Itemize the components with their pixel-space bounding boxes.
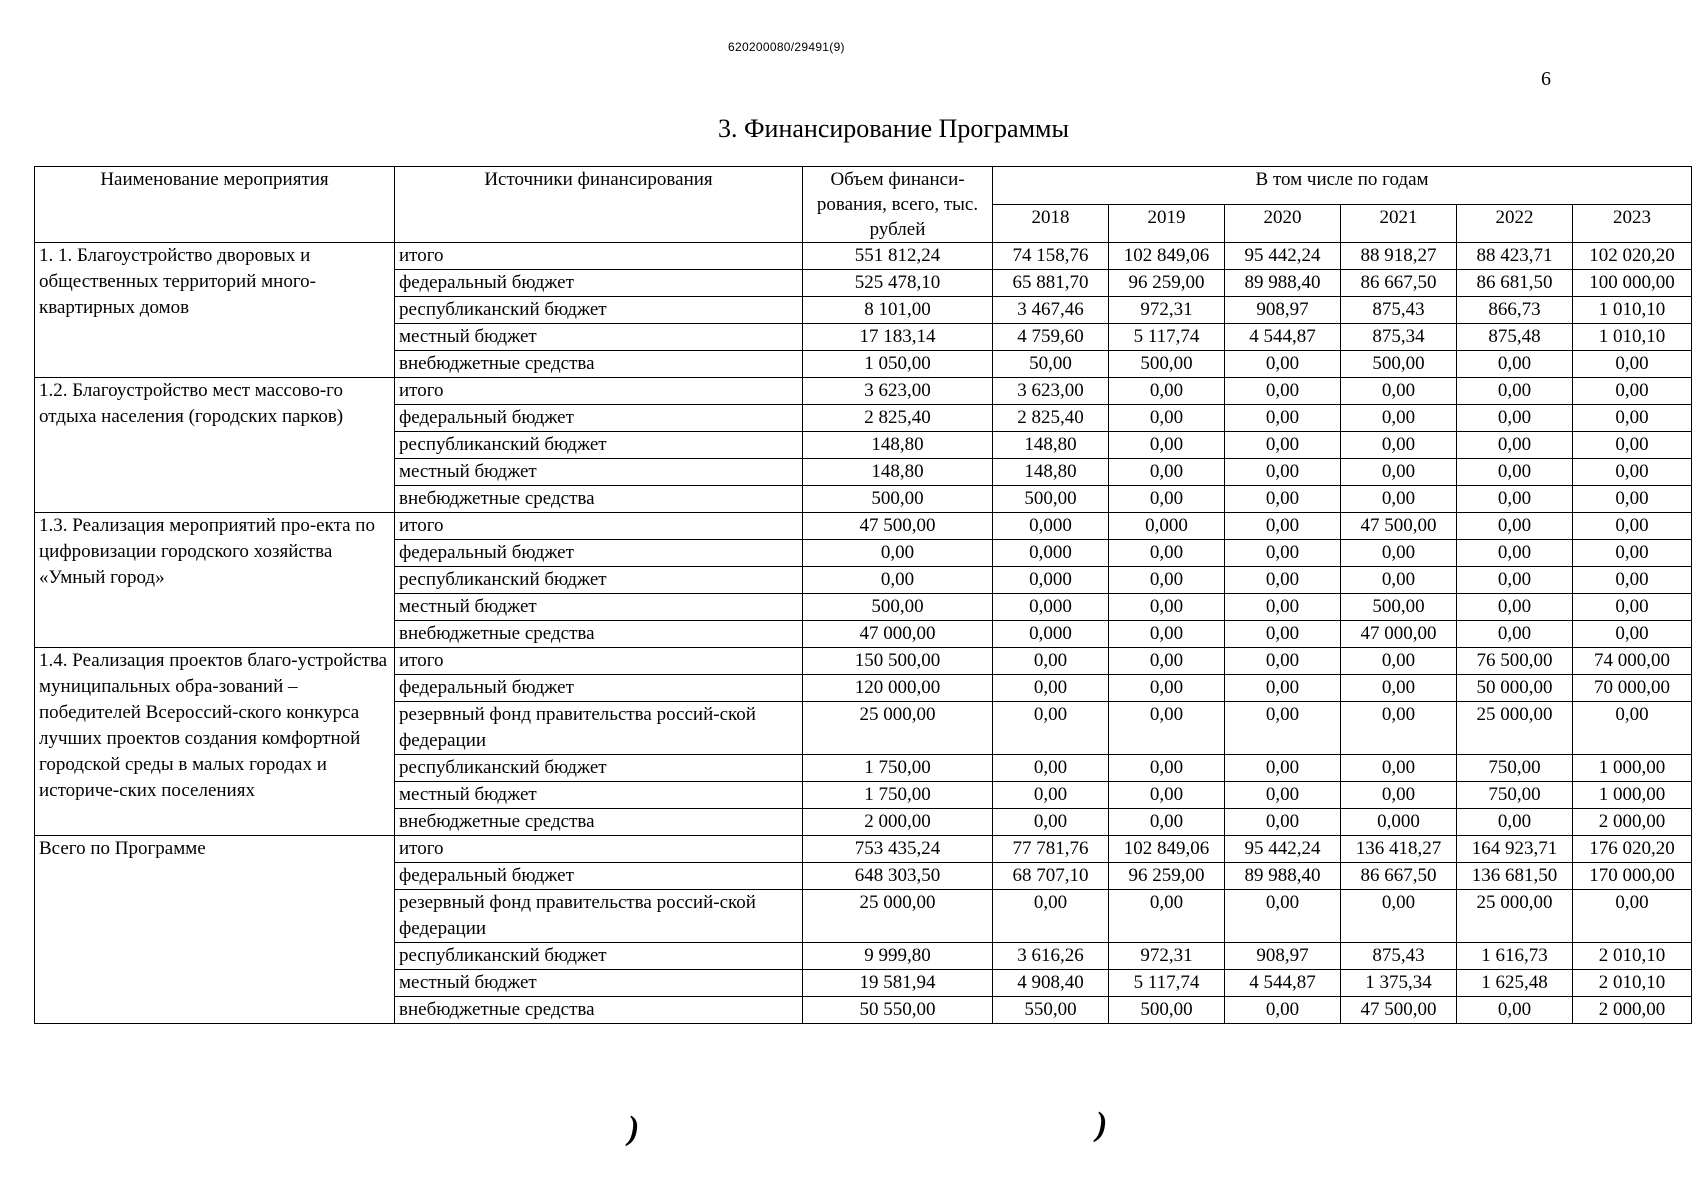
table-header	[35, 167, 1692, 243]
year-amount: 908,97	[1225, 943, 1341, 970]
total-amount: 2 000,00	[803, 809, 993, 836]
year-amount: 148,80	[993, 459, 1109, 486]
year-amount: 500,00	[1109, 997, 1225, 1024]
year-amount: 866,73	[1457, 297, 1573, 324]
funding-source: республиканский бюджет	[395, 755, 803, 782]
table-row	[35, 243, 1692, 270]
year-amount: 47 500,00	[1341, 513, 1457, 540]
year-amount: 3 623,00	[993, 378, 1109, 405]
total-amount: 150 500,00	[803, 648, 993, 675]
year-amount: 0,00	[1109, 540, 1225, 567]
year-amount: 0,00	[1457, 540, 1573, 567]
year-amount: 47 000,00	[1341, 621, 1457, 648]
year-amount: 86 681,50	[1457, 270, 1573, 297]
total-amount: 25 000,00	[803, 702, 993, 755]
year-amount: 136 418,27	[1341, 836, 1457, 863]
year-amount: 176 020,20	[1573, 836, 1692, 863]
year-amount: 77 781,76	[993, 836, 1109, 863]
year-amount: 0,00	[1457, 621, 1573, 648]
funding-source: внебюджетные средства	[395, 621, 803, 648]
measure-name: 1.2. Благоустройство мест массово-го отдыха населения (городских парков)	[35, 378, 395, 513]
financing-table	[34, 166, 1692, 1024]
year-amount: 0,00	[1457, 594, 1573, 621]
measure-name: 1. 1. Благоустройство дворовых и общественных территорий много-квартирных домов	[35, 243, 395, 378]
total-amount: 47 500,00	[803, 513, 993, 540]
total-amount: 8 101,00	[803, 297, 993, 324]
year-amount: 500,00	[1341, 351, 1457, 378]
measure-name: 1.3. Реализация мероприятий про-екта по цифровизации городского хозяйства «Умный город»	[35, 513, 395, 648]
total-amount: 551 812,24	[803, 243, 993, 270]
col-header-name: Наименование мероприятия	[35, 167, 395, 243]
year-amount: 0,00	[1457, 378, 1573, 405]
year-amount: 3 467,46	[993, 297, 1109, 324]
year-amount: 1 010,10	[1573, 324, 1692, 351]
col-header-source: Источники финансирования	[395, 167, 803, 243]
total-amount: 1 750,00	[803, 755, 993, 782]
total-amount: 648 303,50	[803, 863, 993, 890]
year-amount: 0,00	[1341, 890, 1457, 943]
funding-source: федеральный бюджет	[395, 540, 803, 567]
total-amount: 50 550,00	[803, 997, 993, 1024]
year-amount: 0,00	[1225, 755, 1341, 782]
year-amount: 4 759,60	[993, 324, 1109, 351]
total-amount: 25 000,00	[803, 890, 993, 943]
year-amount: 0,00	[1225, 351, 1341, 378]
year-amount: 0,000	[1341, 809, 1457, 836]
table-body	[35, 243, 1692, 1024]
total-amount: 1 050,00	[803, 351, 993, 378]
funding-source: итого	[395, 513, 803, 540]
year-amount: 0,00	[1225, 809, 1341, 836]
year-amount: 0,00	[1225, 486, 1341, 513]
year-amount: 0,00	[1457, 486, 1573, 513]
year-amount: 25 000,00	[1457, 890, 1573, 943]
total-amount: 500,00	[803, 486, 993, 513]
year-amount: 96 259,00	[1109, 863, 1225, 890]
col-header-by-years: В том числе по годам	[993, 167, 1692, 205]
page-title: 3. Финансирование Программы	[718, 114, 1069, 143]
total-amount: 525 478,10	[803, 270, 993, 297]
year-amount: 1 375,34	[1341, 970, 1457, 997]
funding-source: внебюджетные средства	[395, 809, 803, 836]
funding-source: резервный фонд правительства россий-ской федерации	[395, 702, 803, 755]
year-amount: 0,000	[993, 513, 1109, 540]
year-amount: 500,00	[993, 486, 1109, 513]
year-amount: 0,00	[1225, 567, 1341, 594]
year-amount: 0,00	[1109, 378, 1225, 405]
year-amount: 0,00	[1341, 459, 1457, 486]
year-amount: 50,00	[993, 351, 1109, 378]
year-amount: 65 881,70	[993, 270, 1109, 297]
table-row	[35, 648, 1692, 675]
year-amount: 0,00	[993, 890, 1109, 943]
year-amount: 875,43	[1341, 297, 1457, 324]
year-amount: 0,00	[1573, 405, 1692, 432]
year-amount: 0,00	[1573, 567, 1692, 594]
total-amount: 1 750,00	[803, 782, 993, 809]
year-amount: 88 423,71	[1457, 243, 1573, 270]
total-amount: 148,80	[803, 432, 993, 459]
year-amount: 0,00	[1573, 378, 1692, 405]
total-amount: 2 825,40	[803, 405, 993, 432]
year-amount: 0,000	[1109, 513, 1225, 540]
funding-source: итого	[395, 243, 803, 270]
table-row	[35, 836, 1692, 863]
funding-source: итого	[395, 378, 803, 405]
funding-source: итого	[395, 836, 803, 863]
funding-source: местный бюджет	[395, 970, 803, 997]
year-amount: 550,00	[993, 997, 1109, 1024]
year-amount: 76 500,00	[1457, 648, 1573, 675]
year-amount: 0,00	[1573, 702, 1692, 755]
funding-source: внебюджетные средства	[395, 486, 803, 513]
year-amount: 2 010,10	[1573, 943, 1692, 970]
funding-source: внебюджетные средства	[395, 997, 803, 1024]
year-amount: 0,00	[1109, 594, 1225, 621]
year-amount: 0,00	[1109, 675, 1225, 702]
year-amount: 86 667,50	[1341, 863, 1457, 890]
year-amount: 1 616,73	[1457, 943, 1573, 970]
year-amount: 0,00	[1341, 782, 1457, 809]
funding-source: федеральный бюджет	[395, 675, 803, 702]
year-amount: 0,00	[1225, 378, 1341, 405]
year-amount: 2 000,00	[1573, 809, 1692, 836]
year-amount: 0,00	[993, 675, 1109, 702]
year-amount: 2 000,00	[1573, 997, 1692, 1024]
year-amount: 164 923,71	[1457, 836, 1573, 863]
year-amount: 1 000,00	[1573, 782, 1692, 809]
year-amount: 0,00	[1341, 540, 1457, 567]
year-amount: 0,00	[1457, 459, 1573, 486]
year-amount: 0,00	[1341, 567, 1457, 594]
year-amount: 750,00	[1457, 782, 1573, 809]
year-amount: 0,00	[993, 809, 1109, 836]
year-amount: 0,000	[993, 567, 1109, 594]
year-amount: 102 849,06	[1109, 836, 1225, 863]
year-amount: 0,00	[1341, 648, 1457, 675]
col-header-year: 2018	[993, 205, 1109, 243]
year-amount: 1 000,00	[1573, 755, 1692, 782]
col-header-year: 2023	[1573, 205, 1692, 243]
year-amount: 0,00	[1225, 782, 1341, 809]
year-amount: 70 000,00	[1573, 675, 1692, 702]
year-amount: 0,00	[1109, 459, 1225, 486]
col-header-total: Объем финанси-рования, всего, тыс. рублей	[803, 167, 993, 243]
year-amount: 0,00	[1457, 567, 1573, 594]
funding-source: местный бюджет	[395, 324, 803, 351]
year-amount: 0,00	[1341, 675, 1457, 702]
year-amount: 170 000,00	[1573, 863, 1692, 890]
year-amount: 0,00	[1573, 351, 1692, 378]
year-amount: 0,00	[1341, 486, 1457, 513]
year-amount: 102 020,20	[1573, 243, 1692, 270]
year-amount: 0,00	[1109, 755, 1225, 782]
year-amount: 0,00	[1109, 567, 1225, 594]
funding-source: местный бюджет	[395, 459, 803, 486]
year-amount: 0,00	[1457, 513, 1573, 540]
funding-source: резервный фонд правительства россий-ской федерации	[395, 890, 803, 943]
year-amount: 0,00	[1225, 675, 1341, 702]
col-header-year: 2022	[1457, 205, 1573, 243]
year-amount: 4 544,87	[1225, 324, 1341, 351]
year-amount: 95 442,24	[1225, 243, 1341, 270]
funding-source: республиканский бюджет	[395, 297, 803, 324]
year-amount: 0,00	[1573, 621, 1692, 648]
year-amount: 0,00	[1225, 540, 1341, 567]
year-amount: 972,31	[1109, 943, 1225, 970]
year-amount: 0,00	[1341, 755, 1457, 782]
total-amount: 19 581,94	[803, 970, 993, 997]
year-amount: 3 616,26	[993, 943, 1109, 970]
year-amount: 1 625,48	[1457, 970, 1573, 997]
year-amount: 0,000	[993, 621, 1109, 648]
year-amount: 136 681,50	[1457, 863, 1573, 890]
year-amount: 0,00	[1341, 378, 1457, 405]
year-amount: 0,00	[1225, 594, 1341, 621]
year-amount: 47 500,00	[1341, 997, 1457, 1024]
year-amount: 4 544,87	[1225, 970, 1341, 997]
year-amount: 0,00	[993, 702, 1109, 755]
year-amount: 0,00	[1109, 405, 1225, 432]
year-amount: 0,00	[1109, 648, 1225, 675]
year-amount: 875,43	[1341, 943, 1457, 970]
year-amount: 4 908,40	[993, 970, 1109, 997]
year-amount: 89 988,40	[1225, 270, 1341, 297]
year-amount: 86 667,50	[1341, 270, 1457, 297]
year-amount: 0,00	[1573, 594, 1692, 621]
table-row	[35, 513, 1692, 540]
measure-name: Всего по Программе	[35, 836, 395, 1024]
year-amount: 0,00	[1109, 890, 1225, 943]
year-amount: 0,00	[1457, 432, 1573, 459]
year-amount: 0,00	[993, 782, 1109, 809]
funding-source: республиканский бюджет	[395, 432, 803, 459]
col-header-year: 2021	[1341, 205, 1457, 243]
col-header-year: 2020	[1225, 205, 1341, 243]
year-amount: 500,00	[1109, 351, 1225, 378]
year-amount: 102 849,06	[1109, 243, 1225, 270]
year-amount: 0,00	[1457, 405, 1573, 432]
year-amount: 148,80	[993, 432, 1109, 459]
year-amount: 0,00	[1109, 782, 1225, 809]
total-amount: 148,80	[803, 459, 993, 486]
total-amount: 3 623,00	[803, 378, 993, 405]
total-amount: 753 435,24	[803, 836, 993, 863]
year-amount: 0,00	[1225, 997, 1341, 1024]
year-amount: 0,00	[1341, 405, 1457, 432]
year-amount: 500,00	[1341, 594, 1457, 621]
measure-name: 1.4. Реализация проектов благо-устройства муниципальных обра-зований – победителей Всероссий-ского конкурса лучших проектов создания комфортной городской среды в малых городах и историче-ских поселениях	[35, 648, 395, 836]
year-amount: 0,00	[993, 755, 1109, 782]
year-amount: 0,00	[1109, 809, 1225, 836]
year-amount: 0,00	[1341, 432, 1457, 459]
total-amount: 120 000,00	[803, 675, 993, 702]
year-amount: 0,00	[1225, 405, 1341, 432]
year-amount: 2 825,40	[993, 405, 1109, 432]
year-amount: 0,00	[1457, 351, 1573, 378]
year-amount: 0,00	[1573, 459, 1692, 486]
year-amount: 0,00	[1109, 486, 1225, 513]
total-amount: 47 000,00	[803, 621, 993, 648]
funding-source: федеральный бюджет	[395, 270, 803, 297]
funding-source: республиканский бюджет	[395, 567, 803, 594]
funding-source: местный бюджет	[395, 594, 803, 621]
funding-source: федеральный бюджет	[395, 405, 803, 432]
funding-source: республиканский бюджет	[395, 943, 803, 970]
funding-source: федеральный бюджет	[395, 863, 803, 890]
document-id: 620200080/29491(9)	[728, 40, 845, 54]
year-amount: 750,00	[1457, 755, 1573, 782]
year-amount: 89 988,40	[1225, 863, 1341, 890]
year-amount: 0,00	[1109, 432, 1225, 459]
pen-mark: )	[628, 1110, 640, 1147]
total-amount: 0,00	[803, 567, 993, 594]
year-amount: 0,00	[1225, 648, 1341, 675]
year-amount: 0,00	[1573, 486, 1692, 513]
col-header-year: 2019	[1109, 205, 1225, 243]
year-amount: 50 000,00	[1457, 675, 1573, 702]
funding-source: итого	[395, 648, 803, 675]
year-amount: 0,00	[1225, 459, 1341, 486]
year-amount: 95 442,24	[1225, 836, 1341, 863]
year-amount: 908,97	[1225, 297, 1341, 324]
total-amount: 9 999,80	[803, 943, 993, 970]
year-amount: 5 117,74	[1109, 970, 1225, 997]
year-amount: 0,000	[993, 594, 1109, 621]
year-amount: 100 000,00	[1573, 270, 1692, 297]
year-amount: 0,00	[1457, 809, 1573, 836]
table-row	[35, 378, 1692, 405]
year-amount: 74 000,00	[1573, 648, 1692, 675]
total-amount: 17 183,14	[803, 324, 993, 351]
year-amount: 74 158,76	[993, 243, 1109, 270]
year-amount: 68 707,10	[993, 863, 1109, 890]
year-amount: 0,00	[1573, 890, 1692, 943]
year-amount: 0,00	[1225, 513, 1341, 540]
year-amount: 0,00	[1109, 702, 1225, 755]
year-amount: 1 010,10	[1573, 297, 1692, 324]
year-amount: 0,00	[1225, 621, 1341, 648]
year-amount: 0,00	[1573, 540, 1692, 567]
funding-source: местный бюджет	[395, 782, 803, 809]
year-amount: 2 010,10	[1573, 970, 1692, 997]
year-amount: 0,00	[1225, 890, 1341, 943]
year-amount: 0,00	[1225, 432, 1341, 459]
year-amount: 875,48	[1457, 324, 1573, 351]
year-amount: 25 000,00	[1457, 702, 1573, 755]
year-amount: 0,00	[1225, 702, 1341, 755]
total-amount: 500,00	[803, 594, 993, 621]
year-amount: 0,00	[1341, 702, 1457, 755]
year-amount: 0,00	[1109, 621, 1225, 648]
total-amount: 0,00	[803, 540, 993, 567]
year-amount: 0,000	[993, 540, 1109, 567]
year-amount: 88 918,27	[1341, 243, 1457, 270]
year-amount: 0,00	[1457, 997, 1573, 1024]
page-number: 6	[1541, 68, 1551, 90]
year-amount: 0,00	[1573, 432, 1692, 459]
pen-mark: )	[1096, 1106, 1108, 1143]
funding-source: внебюджетные средства	[395, 351, 803, 378]
year-amount: 96 259,00	[1109, 270, 1225, 297]
year-amount: 0,00	[993, 648, 1109, 675]
year-amount: 972,31	[1109, 297, 1225, 324]
year-amount: 5 117,74	[1109, 324, 1225, 351]
year-amount: 875,34	[1341, 324, 1457, 351]
year-amount: 0,00	[1573, 513, 1692, 540]
